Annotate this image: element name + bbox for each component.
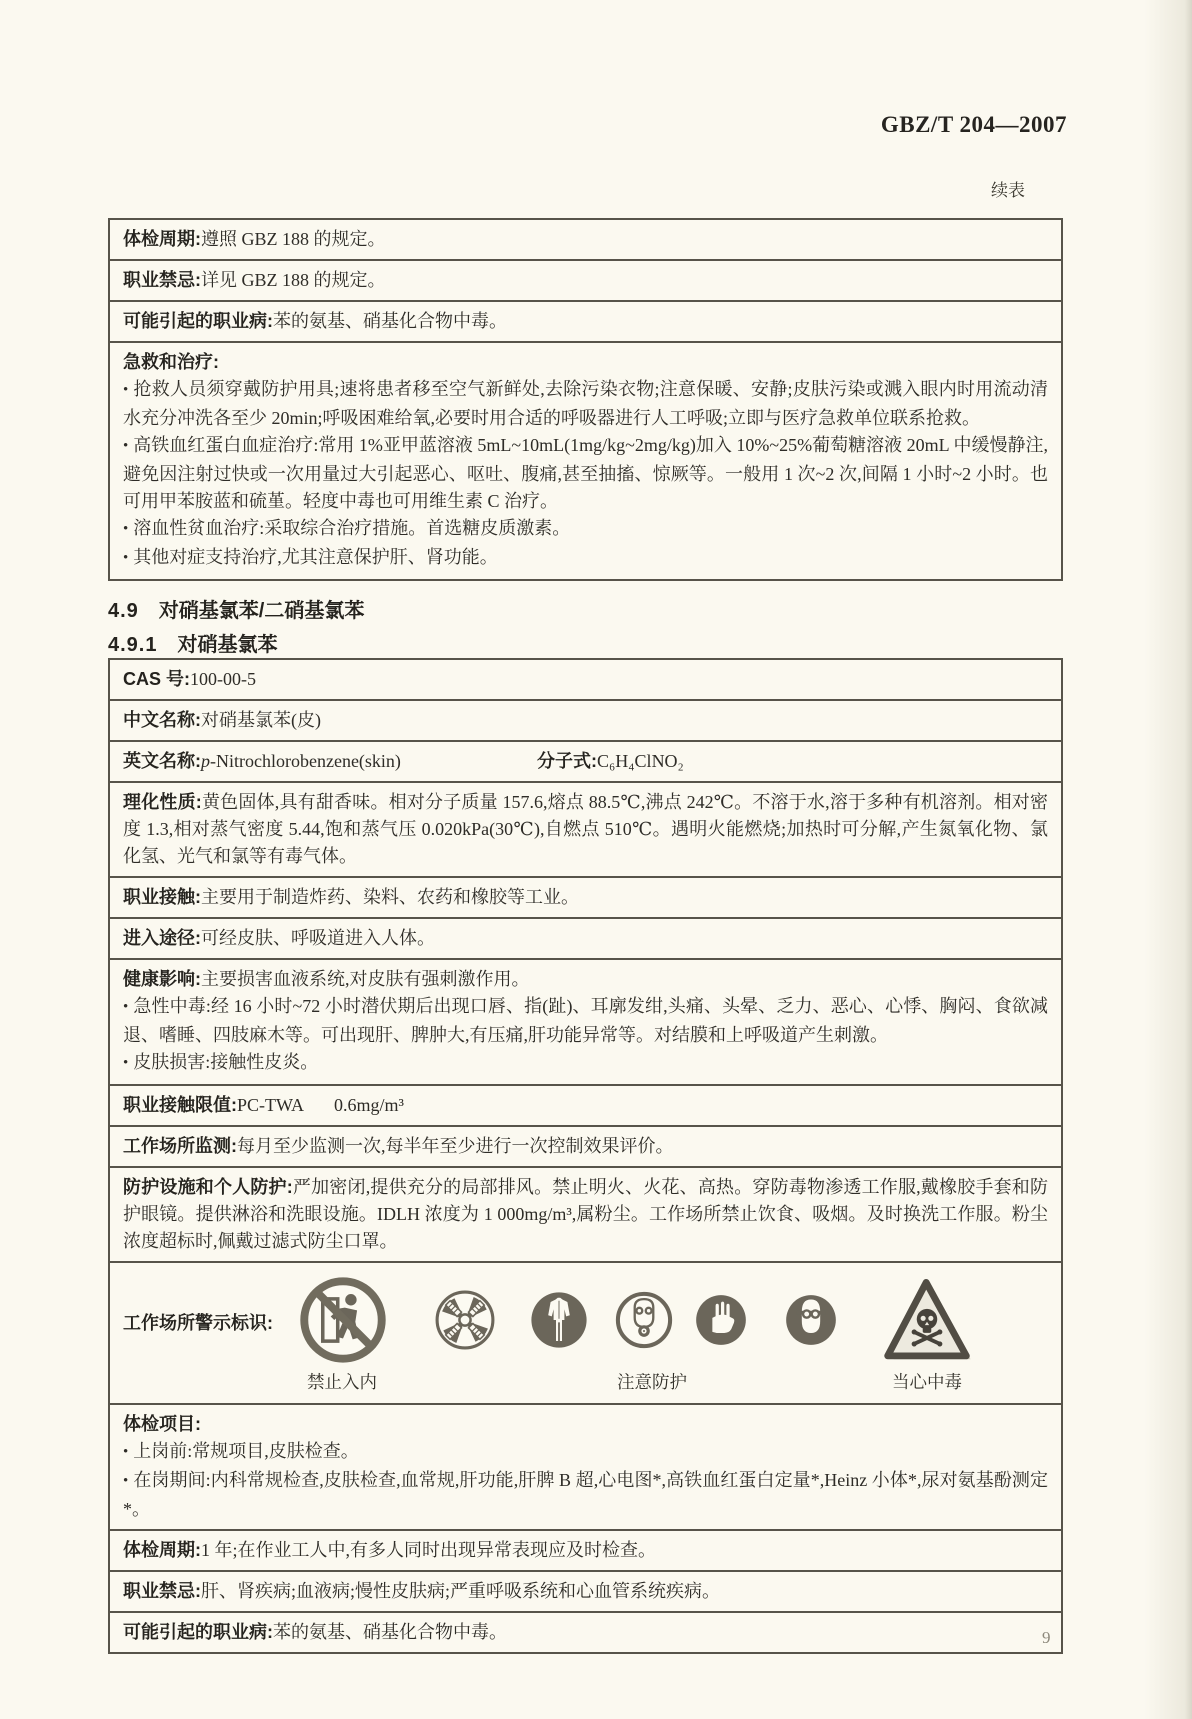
physical-exam-bullet: • 上岗前:常规项目,皮肤检查。 xyxy=(123,1438,1048,1467)
row-value: 肝、肾疾病;血液病;慢性皮肤病;严重呼吸系统和心血管系统疾病。 xyxy=(201,1581,720,1601)
table-row-first-aid xyxy=(110,341,1061,579)
protective-goggles-icon xyxy=(784,1293,838,1347)
row-value: 严加密闭,提供充分的局部排风。禁止明火、火花、高热。穿防毒物渗透工作服,戴橡胶手套和防护眼镜。提供淋浴和洗眼设施。IDLH 浓度为 1 000mg/m³,属粉尘。工作场所禁止饮食、吸烟。及时换洗工作服。粉尘浓度超标时,佩戴过滤式防尘口罩。 xyxy=(123,1177,1048,1251)
row-value: 遵照 GBZ 188 的规定。 xyxy=(201,229,386,249)
row-value: 1 年;在作业工人中,有多人同时出现异常表现应及时检查。 xyxy=(201,1540,656,1560)
table-row-chinese-name xyxy=(110,699,1061,740)
section-title: 对硝基氯苯/二硝基氯苯 xyxy=(158,600,365,622)
poison-warning-icon xyxy=(880,1277,974,1363)
table-row-contraindications xyxy=(110,1570,1061,1611)
first-aid-heading: 急救和治疗: xyxy=(123,352,219,372)
first-aid-bullet: • 溶血性贫血治疗:采取综合治疗措施。首选糖皮质激素。 xyxy=(123,515,1048,544)
protective-suit-icon xyxy=(529,1290,589,1350)
row-label: 可能引起的职业病: xyxy=(123,1622,273,1642)
row-value: 苯的氨基、硝基化合物中毒。 xyxy=(273,1622,507,1642)
table-row-occupational-diseases xyxy=(110,300,1061,341)
physical-exam-bullet: • 在岗期间:内科常规检查,皮肤检查,血常规,肝功能,肝脾 B 超,心电图*,高铁血红蛋白定量*,Heinz 小体*,尿对氨基酚测定*。 xyxy=(123,1467,1048,1523)
section-number: 4.9 xyxy=(108,600,139,622)
table-row-protection xyxy=(110,1166,1061,1261)
ventilation-fan-icon xyxy=(434,1289,496,1351)
row-value: 每月至少监测一次,每半年至少进行一次控制效果评价。 xyxy=(237,1136,674,1156)
row-label: 可能引起的职业病: xyxy=(123,311,273,331)
row-label: 英文名称: xyxy=(123,751,201,771)
section-number: 4.9.1 xyxy=(108,634,158,656)
row-label: 职业禁忌: xyxy=(123,1581,201,1601)
table-row-monitoring xyxy=(110,1125,1061,1166)
warning-signs-label: 工作场所警示标识: xyxy=(123,1312,273,1333)
table-row-occupational-exposure xyxy=(110,876,1061,917)
doc-number: GBZ/T 204—2007 xyxy=(880,112,1067,137)
properties-paragraph xyxy=(123,789,1048,870)
molecular-formula xyxy=(537,748,684,775)
row-value: 详见 GBZ 188 的规定。 xyxy=(201,270,386,290)
section-title: 对硝基氯苯 xyxy=(177,634,278,656)
row-label: 职业禁忌: xyxy=(123,270,201,290)
row-label: 健康影响: xyxy=(123,969,201,989)
table-row-exposure-limit xyxy=(110,1084,1061,1125)
row-value: 黄色固体,具有甜香味。相对分子质量 157.6,熔点 88.5℃,沸点 242℃。不溶于水,溶于多种有机溶剂。相对密度 1.3,相对蒸气密度 5.44,饱和蒸气压 0.020kPa(30℃),自燃点 510℃。遇明火能燃烧;加热时可分解,产生氮氧化物、氯化氢、光气和氯等有毒气体。 xyxy=(123,792,1048,866)
formula-label: 分子式: xyxy=(537,751,597,771)
table-row-occupational-diseases xyxy=(110,1611,1061,1652)
row-label: 进入途径: xyxy=(123,928,201,948)
page-number: 9 xyxy=(1042,1628,1051,1647)
health-effects-bullet: • 急性中毒:经 16 小时~72 小时潜伏期后出现口唇、指(趾)、耳廓发绀,头痛、头晕、乏力、恶心、心悸、胸闷、食欲减退、嗜睡、四肢麻木等。可出现肝、脾肿大,有压痛,肝功能异常等。对结膜和上呼吸道产生刺激。 xyxy=(123,993,1048,1049)
table-row-properties xyxy=(110,781,1061,876)
protective-gloves-icon xyxy=(694,1293,748,1347)
first-aid-bullet: • 其他对症支持治疗,尤其注意保护肝、肾功能。 xyxy=(123,544,1048,573)
health-effects-heading xyxy=(123,966,1048,993)
table-row-entry-route xyxy=(110,917,1061,958)
row-label: 工作场所监测: xyxy=(123,1136,237,1156)
chemical-info-table xyxy=(108,658,1063,1654)
section-heading-4-9 xyxy=(108,594,364,623)
sign-caption-protection: 注意防护 xyxy=(617,1372,687,1392)
row-label: CAS 号: xyxy=(123,669,190,689)
table-row-warning-signs xyxy=(110,1261,1061,1403)
english-name: p-Nitrochlorobenzene(skin) xyxy=(201,751,401,771)
row-label: 体检周期: xyxy=(123,229,201,249)
row-label: 职业接触: xyxy=(123,887,201,907)
limit-value: 0.6mg/m³ xyxy=(334,1095,404,1115)
row-label: 体检周期: xyxy=(123,1540,201,1560)
first-aid-bullet: • 高铁血红蛋白血症治疗:常用 1%亚甲蓝溶液 5mL~10mL(1mg/kg~2mg/kg)加入 10%~25%葡萄糖溶液 20mL 中缓慢静注,避免因注射过快或一次用量过大引起恶心、呕吐、腹痛,甚至抽搐、惊厥等。一般用 1 次~2 次,间隔 1 小时~2 小时。也可用甲苯胺蓝和硫堇。轻度中毒也可用维生素 C 治疗。 xyxy=(123,432,1048,515)
warning-signs-strip xyxy=(299,1276,974,1364)
gas-mask-icon xyxy=(615,1291,673,1349)
continued-table-label: 续表 xyxy=(991,181,1025,200)
sign-caption-poison: 当心中毒 xyxy=(892,1372,962,1392)
table-row-health-effects xyxy=(110,958,1061,1084)
table-row-english-name xyxy=(110,740,1061,781)
limit-type: PC-TWA xyxy=(237,1095,304,1115)
protection-paragraph xyxy=(123,1174,1048,1255)
table-row-contraindications xyxy=(110,259,1061,300)
formula-value: C₆H₄ClNO₂ xyxy=(597,751,684,771)
table-row-physical-exam xyxy=(110,1403,1061,1529)
row-label: 防护设施和个人防护: xyxy=(123,1177,293,1197)
row-label: 理化性质: xyxy=(123,792,202,812)
table-row-cas xyxy=(110,660,1061,699)
row-label: 职业接触限值: xyxy=(123,1095,237,1115)
row-value: 主要用于制造炸药、染料、农药和橡胶等工业。 xyxy=(201,887,579,907)
row-value: 100-00-5 xyxy=(190,669,256,689)
section-heading-4-9-1 xyxy=(108,628,277,657)
continued-table xyxy=(108,218,1063,581)
row-value: 对硝基氯苯(皮) xyxy=(201,710,321,730)
row-value: 主要损害血液系统,对皮肤有强刺激作用。 xyxy=(201,969,530,989)
row-value: 苯的氨基、硝基化合物中毒。 xyxy=(273,311,507,331)
row-label: 中文名称: xyxy=(123,710,201,730)
health-effects-bullet: • 皮肤损害:接触性皮炎。 xyxy=(123,1049,1048,1078)
table-row-exam-period xyxy=(110,1529,1061,1570)
row-value: 可经皮肤、呼吸道进入人体。 xyxy=(201,928,435,948)
no-entry-icon xyxy=(299,1276,387,1364)
table-row-exam-period xyxy=(110,220,1061,259)
physical-exam-heading: 体检项目: xyxy=(123,1414,201,1434)
first-aid-bullet: • 抢救人员须穿戴防护用具;速将患者移至空气新鲜处,去除污染衣物;注意保暖、安静;皮肤污染或溅入眼内时用流动清水充分冲洗各至少 20min;呼吸困难给氧,必要时用合适的呼吸器进行人工呼吸;立即与医疗急救单位联系抢救。 xyxy=(123,376,1048,432)
sign-caption-no-entry: 禁止入内 xyxy=(307,1372,377,1392)
